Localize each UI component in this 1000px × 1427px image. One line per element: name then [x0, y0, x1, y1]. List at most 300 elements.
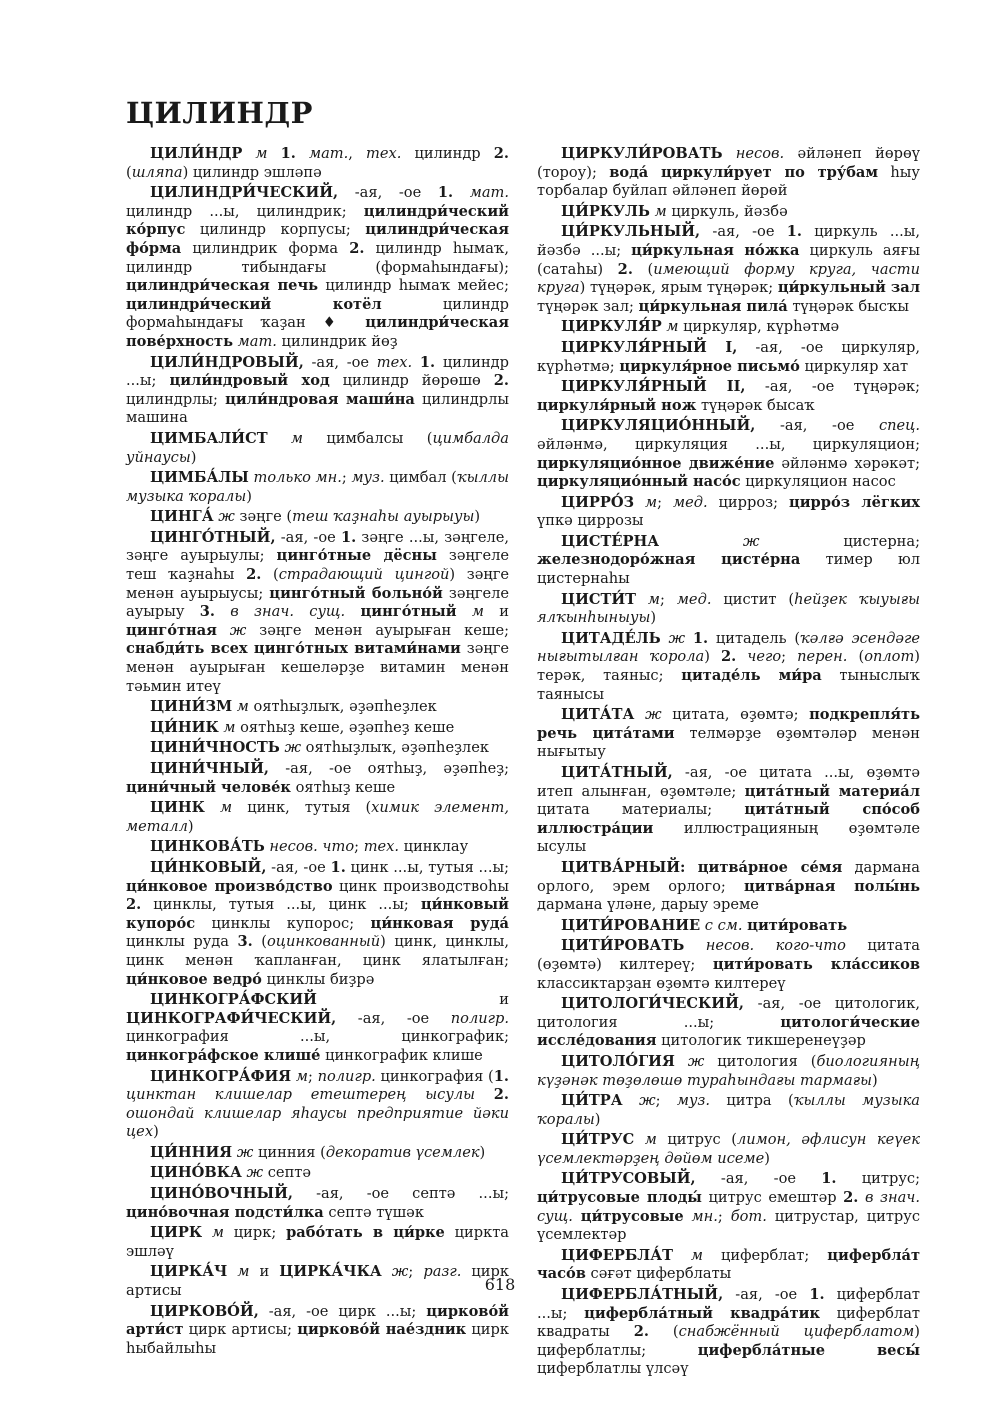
- definition-text: ;: [781, 648, 798, 666]
- grammar-note: м: [204, 799, 233, 817]
- grammar-note: ж: [660, 629, 686, 647]
- definition-text: түңәрәк бысаҡ: [696, 396, 815, 414]
- definition-text: цилиндр ...ы;: [126, 353, 510, 390]
- definition-text: түңәрәк зал;: [537, 297, 639, 315]
- headword: ци́нковое ведро́: [126, 970, 262, 988]
- headword: ЦИНКОГРАФИ́ЧЕСКИЙ,: [126, 1009, 337, 1027]
- headword: ЦИМБА́ЛЫ: [150, 469, 249, 487]
- dictionary-entry: [126, 1144, 509, 1163]
- headword: ЦИНО́ВОЧНЫЙ,: [150, 1185, 293, 1203]
- definition-text: ): [704, 648, 721, 666]
- grammar-note: разг.: [423, 1263, 462, 1281]
- headword: 2.: [493, 1086, 509, 1104]
- definition-text: цимбал (: [384, 469, 457, 487]
- definition-text: -ая, -ое: [266, 858, 331, 876]
- definition-text: зәңге менән ауырыған кешеләрҙе витамин менән тәьмин итеү: [126, 640, 509, 695]
- definition-text: цилиндрик форма: [181, 239, 350, 257]
- definition-text: цинкография ...ы, цинкографик;: [126, 1028, 509, 1046]
- headword: циркуля́рное письмо́: [619, 357, 800, 375]
- definition-text: ): [594, 1110, 601, 1128]
- definition-text: иллюстрацияның өҙөмтәле ысулы: [537, 819, 920, 856]
- grammar-note: полигр.: [317, 1067, 376, 1085]
- definition-text: цитология (: [704, 1052, 817, 1070]
- definition-text: -ая, -ое: [755, 417, 879, 435]
- headword: 1.: [437, 184, 454, 202]
- definition-text: ;: [717, 1207, 731, 1225]
- dictionary-entry: [537, 1092, 920, 1129]
- headword: ЦИТА́ТА: [561, 706, 635, 724]
- headword: 2.: [843, 1189, 859, 1207]
- headword: цифербла́т часо́в: [537, 1246, 920, 1283]
- headword: ЦИРКУЛЯЦИО́ННЫЙ,: [561, 417, 756, 435]
- grammar-note: тех.: [366, 145, 402, 162]
- headword: ЦИСТИ́Т: [561, 590, 637, 608]
- headword: ЦИРКУЛЯ́РНЫЙ II,: [561, 378, 746, 396]
- headword: 2.: [493, 145, 510, 162]
- definition-text: -ая, -ое септә ...ы;: [292, 1185, 509, 1203]
- headword: ЦИТОЛО́ГИЯ: [561, 1052, 675, 1070]
- definition-text: цитрус;: [836, 1170, 921, 1188]
- headword: 1.: [821, 1170, 837, 1188]
- grammar-note: ж: [279, 739, 302, 757]
- definition-text: циркуляр хат: [799, 357, 909, 375]
- headword: 2.: [493, 372, 510, 390]
- definition-text: дармана үләне, дарыу эреме: [537, 896, 759, 914]
- dictionary-entry: [126, 508, 509, 527]
- headword: 1.: [330, 858, 346, 876]
- dictionary-entry: [537, 591, 920, 628]
- headword: цилиндри́ческая печь: [126, 277, 319, 295]
- running-header: ЦИЛИНДР: [126, 96, 313, 130]
- definition-text: [573, 1208, 581, 1225]
- headword: вода́ циркули́рует по тру́бам: [609, 163, 879, 181]
- headword: ци́трусовые плоды́: [537, 1189, 702, 1207]
- headword: цино́вочная подсти́лка: [126, 1203, 324, 1221]
- grammar-note: чего: [736, 648, 782, 666]
- grammar-note: с см.: [700, 916, 743, 934]
- grammar-note: м: [291, 1067, 308, 1085]
- definition-text: септә: [263, 1164, 312, 1182]
- headword: ЦИРКУЛЯ́Р: [561, 318, 662, 336]
- headword: цирково́й арти́ст: [126, 1302, 509, 1339]
- dictionary-entry: [126, 739, 509, 758]
- definition-text: цитадель (: [708, 629, 801, 647]
- definition-text: (: [126, 163, 132, 181]
- dictionary-entry: [126, 991, 509, 1065]
- headword: цинго́тный больно́й: [269, 584, 443, 602]
- definition-text: и: [249, 1263, 280, 1281]
- grammar-note: ж: [634, 706, 662, 724]
- grammar-note: страдающий цингой: [278, 566, 450, 584]
- headword: цинкогра́фское клише́: [126, 1046, 321, 1064]
- definition-text: ,: [348, 145, 367, 162]
- dictionary-entry: [537, 995, 920, 1051]
- definition-text: цинклы, тутыя ...ы, цинк ...ы;: [141, 896, 421, 914]
- headword: ЦИНК: [150, 799, 205, 817]
- headword: 3.: [237, 933, 253, 951]
- definition-text: цирк;: [224, 1224, 287, 1242]
- definition-text: ) цинк, цинклы, цинк менән ҡапланған, цинк ялатылған;: [126, 933, 509, 969]
- headword: цита́тный спо́соб иллюстра́ции: [537, 801, 920, 837]
- headword: ЦИНИ́ЧНЫЙ,: [150, 760, 269, 777]
- grammar-note: ж: [381, 1263, 409, 1281]
- headword: цили́ндровый ход: [169, 372, 330, 390]
- definition-text: (: [847, 648, 865, 666]
- grammar-note: ж: [216, 621, 247, 639]
- definition-text: цирк артисы: [126, 1263, 509, 1300]
- dictionary-entry: [126, 1303, 509, 1359]
- definition-text: һыу торбалар буйлап әйләнеп йөрөй: [537, 163, 920, 200]
- grammar-note: в знач. сущ.: [537, 1189, 921, 1225]
- dictionary-entry: [126, 469, 509, 506]
- grammar-note: шляпа: [131, 163, 183, 181]
- headword: цифербла́тный квадра́тик: [584, 1304, 821, 1322]
- grammar-note: мн.: [683, 1207, 718, 1225]
- grammar-note: перен.: [797, 648, 848, 666]
- headword: ци́нковая руда́: [370, 914, 510, 932]
- headword: ЦИРКУЛЯ́РНЫЙ I,: [561, 338, 738, 356]
- headword: ЦИРКОВО́Й,: [150, 1302, 259, 1320]
- dictionary-entry: [126, 760, 509, 797]
- definition-text: ;: [657, 493, 673, 511]
- grammar-note: м: [634, 1131, 657, 1149]
- headword: цирро́з лёгких: [788, 493, 920, 511]
- grammar-note: химик элемент, металл: [126, 799, 510, 835]
- definition-text: ): [190, 448, 197, 466]
- grammar-note: мед.: [676, 590, 712, 608]
- dictionary-entry: [126, 1185, 509, 1222]
- dictionary-entry: [126, 799, 509, 836]
- definition-text: цилиндр корпусы;: [185, 221, 366, 239]
- headword: ЦИРК: [150, 1224, 203, 1242]
- dictionary-entry: [126, 529, 509, 696]
- headword: ЦИЛИНДРИ́ЧЕСКИЙ,: [150, 184, 339, 202]
- definition-text: -ая, -ое цитологик, цитология ...ы;: [537, 995, 920, 1031]
- headword: ЦИТИ́РОВАНИЕ: [561, 916, 701, 934]
- headword: цити́ровать кла́ссиков: [712, 955, 920, 973]
- headword: 2.: [126, 896, 142, 914]
- definition-text: дармана орлого, эрем орлого;: [537, 858, 921, 895]
- headword: 1.: [692, 629, 709, 647]
- headword: цини́чный челове́к: [126, 778, 291, 796]
- headword: цинго́тные дёсны: [276, 547, 437, 565]
- headword: ЦИТИ́РОВАТЬ: [561, 937, 685, 955]
- headword: ЦИ́ТРА: [561, 1092, 623, 1110]
- definition-text: и: [484, 603, 509, 621]
- definition-text: цитата материалы;: [537, 801, 745, 819]
- grammar-note: м: [456, 603, 484, 621]
- grammar-note: ж: [213, 508, 235, 526]
- headword: ци́нковое произво́дство: [126, 877, 333, 895]
- definition-text: циркуль, йәзбә: [666, 202, 788, 220]
- grammar-note: мат.: [453, 184, 510, 202]
- definition-text: цинкография (: [375, 1067, 494, 1085]
- definition-text: цитологик тикшеренеүҙәр: [656, 1032, 866, 1050]
- grammar-note: ҡәлғә эсендәге нығытылған ҡорола: [537, 629, 920, 666]
- definition-text: тимер юл цистернаһы: [537, 551, 921, 588]
- headword: ЦИТВА́РНЫЙ:: [561, 858, 686, 876]
- headword: ЦИ́ННИЯ: [150, 1143, 233, 1161]
- definition-text: [685, 859, 697, 876]
- definition-text: -ая, -ое: [700, 223, 787, 241]
- dictionary-entry: [537, 203, 920, 222]
- definition-text: цилиндрлы;: [126, 390, 226, 408]
- definition-text: оятһыҙлыҡ, әҙәпһеҙлек: [248, 698, 437, 716]
- definition-text: -ая, -ое оятһыҙ, әҙәпһеҙ;: [269, 760, 509, 777]
- definition-text: цилиндр: [401, 145, 494, 162]
- definition-text: циркуляцион насос: [740, 473, 896, 491]
- grammar-note: тех.: [376, 353, 413, 371]
- headword: 2.: [720, 648, 737, 666]
- grammar-note: несов. кого-что: [684, 937, 846, 955]
- definition-text: цилиндр йөрөшө: [329, 372, 494, 390]
- grammar-note: мат.: [233, 332, 277, 350]
- headword: ци́трусовые: [580, 1207, 684, 1225]
- definition-text: цилиндр ...ы, цилиндрик;: [126, 202, 364, 220]
- definition-text: цимбалсы (: [303, 429, 433, 447]
- headword: 2.: [617, 260, 633, 278]
- grammar-note: м: [672, 1246, 704, 1264]
- headword: 1.: [493, 1067, 509, 1085]
- headword: 3.: [199, 603, 215, 621]
- headword: ЦИ́НИК: [150, 718, 219, 736]
- definition-text: циркуль аяғы (сатаһы): [537, 241, 920, 278]
- headword: цилиндри́ческий ко́рпус: [126, 202, 509, 239]
- dictionary-entry: [537, 630, 920, 704]
- headword: 1.: [786, 223, 802, 241]
- definition-text: ): [153, 1123, 159, 1141]
- grammar-note: м: [649, 202, 667, 220]
- headword: циркуляцио́нное движе́ние: [537, 454, 775, 472]
- headword: ци́ркульная но́жка: [631, 241, 800, 259]
- definition-text: әйләнмә хәрәкәт;: [774, 454, 920, 472]
- headword: подкрепля́ть речь цита́тами: [537, 706, 920, 742]
- grammar-note: только мн.: [248, 469, 342, 487]
- headword: ЦИНКОВА́ТЬ: [150, 838, 265, 856]
- definition-text: циферблат ...ы;: [537, 1286, 921, 1322]
- definition-text: ): [871, 1071, 878, 1089]
- definition-text: ;: [307, 1067, 318, 1085]
- definition-text: (: [648, 1323, 679, 1341]
- headword: цитва́рная полы́нь: [744, 877, 920, 895]
- definition-text: цинклы купорос;: [195, 914, 371, 932]
- headword: цити́ровать: [747, 916, 848, 934]
- grammar-note: ж: [674, 1052, 705, 1070]
- dictionary-entry: [537, 1053, 920, 1090]
- headword: ЦИ́НКОВЫЙ,: [150, 858, 267, 876]
- definition-text: цинк, тутыя (: [232, 799, 372, 817]
- grammar-note: м: [232, 698, 249, 716]
- grammar-note: несов. что: [264, 838, 355, 856]
- dictionary-entry: [537, 223, 920, 316]
- headword: цили́ндровая маши́на: [225, 390, 415, 408]
- definition-text: ;: [660, 590, 677, 608]
- headword: ЦИНГА́: [150, 508, 214, 526]
- definition-text: ;: [341, 469, 352, 487]
- headword: цинго́тный: [360, 603, 457, 621]
- headword: ЦИТАДЕ́ЛЬ: [561, 629, 661, 647]
- right-column: [537, 145, 920, 1381]
- grammar-note: ж: [659, 532, 760, 550]
- definition-text: ) зәңге менән ауырыусы;: [126, 566, 509, 602]
- grammar-note: м: [227, 1263, 250, 1281]
- definition-text: цирроз;: [707, 493, 789, 511]
- definition-text: цинк производствоһы: [332, 877, 510, 895]
- definition-text: -ая, -ое циркуляр, күрһәтмә;: [537, 338, 920, 375]
- definition-text: цитата, өҙөмтә;: [661, 706, 810, 724]
- headword: цилиндри́ческая фо́рма: [126, 221, 509, 257]
- definition-text: зәңге менән ауырыған кеше;: [246, 621, 509, 639]
- definition-text: -ая, -ое: [275, 528, 341, 546]
- definition-text: түңәрәк бысҡы: [787, 297, 910, 315]
- definition-text: -ая, -ое: [303, 353, 377, 371]
- grammar-note: оцинкованный: [266, 933, 381, 951]
- dictionary-entry: [537, 145, 920, 201]
- grammar-note: м: [218, 718, 236, 736]
- definition-text: циферблатлы үлсәү: [537, 1360, 689, 1378]
- headword: циркуля́рный нож: [537, 396, 697, 414]
- grammar-note: мед.: [672, 493, 708, 511]
- dictionary-entry: [537, 859, 920, 915]
- definition-text: цитрус (: [656, 1131, 737, 1149]
- headword: ЦИРКА́Ч: [150, 1263, 228, 1281]
- grammar-note: несов.: [722, 145, 785, 162]
- dictionary-entry: [537, 706, 920, 762]
- grammar-note: м: [661, 318, 679, 336]
- grammar-note: бот.: [730, 1207, 767, 1225]
- definition-text: циркта эшләү: [126, 1224, 509, 1260]
- headword: ЦИСТЕ́РНА: [561, 532, 660, 550]
- definition-text: септә түшәк: [323, 1203, 424, 1221]
- headword: ЦИТОЛОГИ́ЧЕСКИЙ,: [561, 995, 744, 1013]
- grammar-note: ошондай клишелар яһаусы предприятие йәки цех: [126, 1104, 509, 1141]
- headword: ци́ркульная пила́: [638, 297, 788, 315]
- definition-text: зәңге (: [234, 508, 293, 526]
- headword: 1.: [280, 145, 296, 162]
- definition-text: (: [632, 260, 654, 278]
- definition-text: зәңгеле теш ҡаҙнаһы: [126, 547, 509, 584]
- dictionary-entry: [537, 1170, 920, 1244]
- dictionary-entry: [537, 917, 920, 936]
- definition-text: ;: [354, 838, 364, 856]
- grammar-note: теш ҡаҙнаһы ауырыуы: [292, 508, 475, 526]
- definition-text: цитата (өҙөмтә) килтереү;: [537, 937, 920, 973]
- definition-text: оятһыҙлыҡ, әҙәпһеҙлек: [301, 739, 489, 757]
- headword: ЦИ́РКУЛЬНЫЙ,: [561, 223, 701, 241]
- definition-text: -ая, -ое цитата ...ы, өҙөмтә итеп алынған, өҙөмтәле;: [537, 764, 920, 800]
- dictionary-entry: [537, 339, 920, 376]
- definition-text: циркуляр, күрһәтмә: [678, 318, 840, 336]
- headword: ЦИЛИ́НДР: [150, 145, 243, 162]
- definition-text: цистит (: [711, 590, 795, 608]
- grammar-note: оплот: [864, 648, 915, 666]
- definition-text: цинния (: [253, 1143, 326, 1161]
- grammar-note: ҡыллы музыка ҡоралы: [537, 1092, 920, 1128]
- definition-text: ) цилиндр эшләпә: [182, 163, 322, 181]
- headword: 2.: [349, 239, 365, 257]
- definition-text: -ая, -ое түңәрәк;: [745, 378, 920, 396]
- grammar-note: цинктан клишелар етештерең ысулы: [126, 1086, 494, 1104]
- definition-text: цинк ...ы, тутыя ...ы;: [345, 858, 509, 876]
- definition-text: ;: [408, 1263, 424, 1281]
- headword: 2.: [246, 566, 262, 584]
- definition-text: цилиндр һымаҡ, цилиндр тибындағы (формаһындағы);: [126, 239, 509, 276]
- grammar-note: цимбалда уйнаусы: [126, 429, 509, 466]
- definition-text: [412, 354, 420, 371]
- headword: ЦИТА́ТНЫЙ,: [561, 764, 673, 781]
- headword: ЦИНО́ВКА: [150, 1164, 242, 1182]
- definition-text: цистерна;: [759, 532, 920, 550]
- grammar-note: имеющий форму круга, части круга: [537, 260, 920, 297]
- definition-text: зәңгеле ауырыу: [126, 584, 509, 621]
- grammar-note: снабжённый циферблатом: [678, 1323, 915, 1341]
- headword: цифербла́тные весы́: [697, 1341, 920, 1359]
- headword: ЦИ́ТРУСОВЫЙ,: [561, 1170, 696, 1188]
- definition-text: цитрустар, цитрус үсемлектәр: [537, 1207, 920, 1244]
- dictionary-entry: [126, 1164, 509, 1183]
- definition-text: [685, 630, 693, 647]
- grammar-note: в знач. сущ.: [214, 603, 346, 621]
- grammar-note: мат.: [295, 145, 349, 162]
- headword: ци́ркульный зал: [777, 279, 920, 297]
- definition-text: ) түңәрәк, ярым түңәрәк;: [579, 279, 778, 297]
- grammar-note: ж: [241, 1164, 264, 1182]
- dictionary-entry: [537, 1131, 920, 1168]
- headword: ЦИРКА́ЧКА: [279, 1263, 382, 1281]
- definition-text: (: [252, 933, 267, 951]
- definition-text: цинклы биҙрә: [261, 970, 375, 988]
- headword: цитологи́ческие иссле́дования: [537, 1013, 920, 1050]
- definition-text: ): [246, 487, 252, 505]
- definition-text: ): [474, 508, 481, 526]
- grammar-note: м: [636, 590, 661, 608]
- headword: ЦИЛИ́НДРОВЫЙ,: [150, 353, 304, 371]
- definition-text: әйләнмә, циркуляция ...ы, циркуляцион;: [537, 435, 920, 453]
- definition-text: цинкографик клише: [320, 1046, 483, 1064]
- dictionary-entry: [126, 859, 509, 989]
- definition-text: цилиндрик йөҙ: [276, 332, 398, 350]
- definition-text: циферблат;: [703, 1246, 828, 1264]
- definition-text: -ая, -ое: [338, 184, 438, 202]
- definition-text: цирк һыбайлыһы: [126, 1321, 509, 1357]
- headword: ЦИФЕРБЛА́ТНЫЙ,: [561, 1286, 724, 1304]
- headword: ЦИРКУЛИ́РОВАТЬ: [561, 145, 723, 162]
- definition-text: циркуль ...ы, йәзбә ...ы;: [537, 223, 921, 259]
- dictionary-entry: [126, 838, 509, 857]
- dictionary-entry: [126, 719, 509, 738]
- definition-text: зәңге ...ы, зәңгеле, зәңге ауырыулы;: [126, 528, 510, 565]
- definition-text: үпкә циррозы: [537, 512, 644, 530]
- headword: цилиндри́ческая пове́рхность: [126, 314, 509, 350]
- definition-text: сәғәт циферблаты: [585, 1265, 732, 1283]
- grammar-note: спец.: [878, 417, 920, 435]
- grammar-note: м: [634, 493, 658, 511]
- definition-text: ): [187, 817, 194, 835]
- dictionary-entry: [537, 494, 920, 531]
- definition-text: цилиндр формаһындағы ҡаҙан ♦: [126, 295, 509, 332]
- headword: ЦИ́ТРУС: [561, 1131, 635, 1149]
- definition-text: цитрус емештәр: [701, 1189, 844, 1207]
- dictionary-entry: [126, 354, 509, 428]
- grammar-note: м: [242, 145, 281, 162]
- dictionary-entry: [537, 1286, 920, 1379]
- grammar-note: биологияның күҙәнәк төҙөлөшө тураһындағы тармағы: [537, 1052, 920, 1089]
- headword: 1.: [809, 1286, 825, 1304]
- dictionary-entry: [537, 764, 920, 857]
- headword: ЦИРРО́З: [561, 493, 635, 511]
- definition-text: -ая, -ое: [336, 1009, 451, 1027]
- headword: цитва́рное се́мя: [697, 858, 843, 876]
